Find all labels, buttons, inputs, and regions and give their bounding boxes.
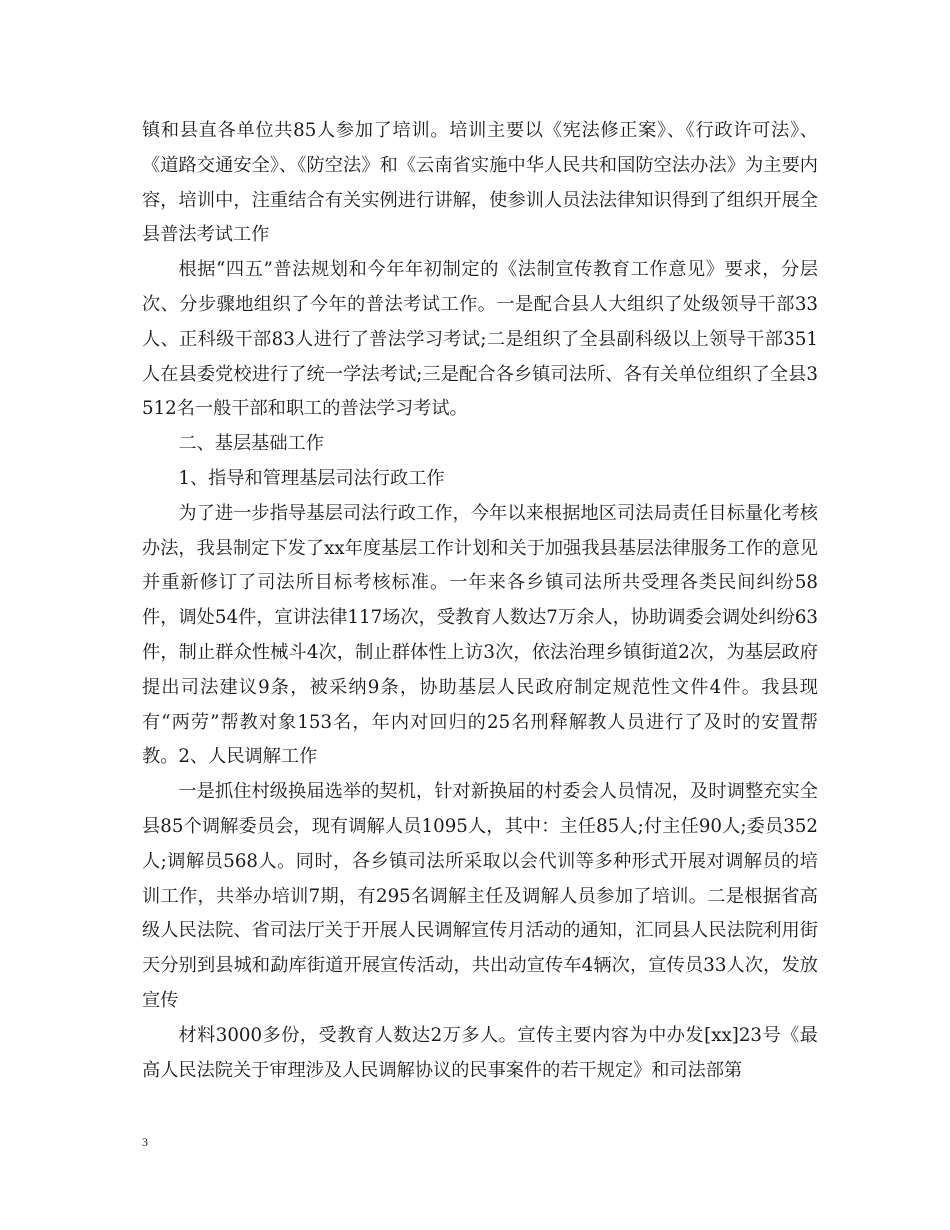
- page-number: 3: [142, 1135, 148, 1149]
- paragraph-materials: 材料3000多份，受教育人数达2万多人。宣传主要内容为中办发[xx]23号《最高人民法院关于审理涉及人民调解协议的民事案件的若干规定》和司法部第: [142, 1024, 818, 1081]
- subsection-heading-guidance: 1、指导和管理基层司法行政工作: [178, 467, 445, 489]
- paragraph-law-exam: 根据“四五”普法规划和今年年初制定的《法制宣传教育工作意见》要求，分层次、分步骤地组织了今年的普法考试工作。一是配合县人大组织了处级领导干部33人、正科级干部83人进行了普法学习考试;二是组织了全县副科级以上领导干部351人在县委党校进行了统一学法考试;三是配合各乡镇司法所、各有关单位组织了全县3512名一般干部和职工的普法学习考试。: [142, 259, 818, 420]
- paragraph-training-summary: 镇和县直各单位共85人参加了培训。培训主要以《宪法修正案》、《行政许可法》、《道路交通安全》、《防空法》和《云南省实施中华人民共和国防空法办法》为主要内容，培训中，注重结合有关实例进行讲解，使参训人员法法律知识得到了组织开展全县普法考试工作: [142, 120, 818, 246]
- document-body: [142, 114, 818, 1088]
- section-heading-grassroots: 二、基层基础工作: [178, 433, 324, 455]
- paragraph-mediation: 一是抓住村级换届选举的契机，针对新换届的村委会人员情况，及时调整充实全县85个调解委员会，现有调解人员1095人，其中：主任85人;付主任90人;委员352人;调解员568人。同时，各乡镇司法所采取以会代训等多种形式开展对调解员的培训工作，共举办培训7期，有295名调解主任及调解人员参加了培训。二是根据省高级人民法院、省司法厅关于开展人民调解宣传月活动的通知，汇同县人民法院利用街天分别到县城和勐库街道开展宣传活动，共出动宣传车4辆次，宣传员33人次，发放宣传: [142, 781, 818, 1011]
- paragraph-grassroots-admin: 为了进一步指导基层司法行政工作，今年以来根据地区司法局责任目标量化考核办法，我县制定下发了xx年度基层工作计划和关于加强我县基层法律服务工作的意见并重新修订了司法所目标考核标准。一年来各乡镇司法所共受理各类民间纠纷58件，调处54件，宣讲法律117场次，受教育人数达7万余人，协助调委会调处纠纷63件，制止群众性械斗4次，制止群体性上访3次，依法治理乡镇街道2次，为基层政府提出司法建议9条，被采纳9条，协助基层人民政府制定规范性文件4件。我县现有“两劳”帮教对象153名，年内对回归的25名刑释解教人员进行了及时的安置帮教。2、人民调解工作: [142, 502, 818, 768]
